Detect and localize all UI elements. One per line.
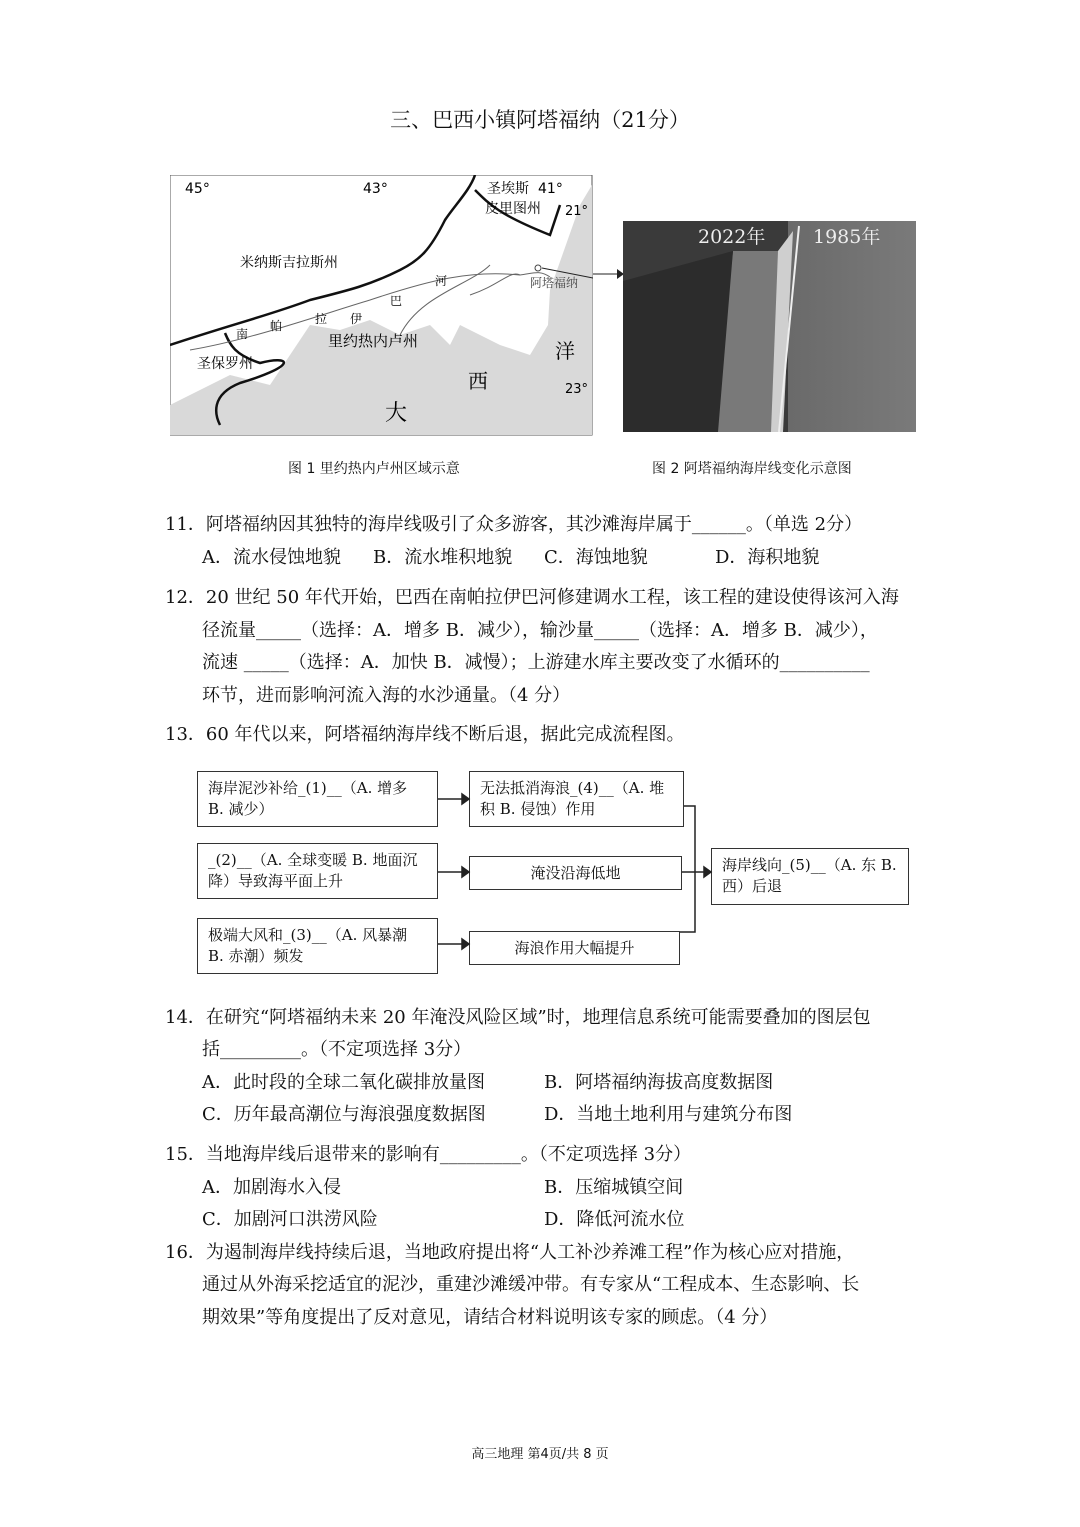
state-label: 里约热内卢州 — [328, 332, 419, 350]
question-12: 12．20 世纪 50 年代开始，巴西在南帕拉伊巴河修建调水工程，该工程的建设使得该河入海 — [165, 587, 899, 608]
q14-option-c: C．历年最高潮位与海浪强度数据图 — [202, 1104, 486, 1125]
q14-option-d: D．当地土地利用与建筑分布图 — [544, 1104, 793, 1125]
river-label: 帕 — [270, 319, 283, 333]
figure1-caption: 图 1 里约热内卢州区域示意 — [288, 461, 460, 477]
result-box: 海岸线向_(5)__（A. 东 B. 西）后退 — [711, 848, 909, 905]
river-label: 河 — [435, 274, 448, 288]
effect-box-2: 淹没沿海低地 — [469, 856, 682, 890]
question-12-line: 径流量_____（选择：A．增多 B．减少），输沙量_____（选择：A．增多 B．减少）， — [202, 620, 878, 641]
lat-23-label: 23° — [565, 382, 589, 397]
ocean-label: 洋 — [555, 339, 575, 363]
figure1-map — [170, 175, 593, 436]
town-label: 阿塔福纳 — [530, 276, 579, 290]
question-12-line: 环节，进而影响河流入海的水沙通量。（4 分） — [202, 685, 571, 706]
cause-box-3: 极端大风和_(3)__（A. 风暴潮 B. 赤潮）频发 — [197, 918, 438, 974]
question-16-line: 通过从外海采挖适宜的泥沙，重建沙滩缓冲带。有专家从“工程成本、生态影响、长 — [202, 1274, 860, 1295]
arrow-icon — [593, 268, 625, 280]
q14-option-b: B．阿塔福纳海拔高度数据图 — [544, 1072, 774, 1093]
q15-option-c: C．加剧河口洪涝风险 — [202, 1209, 378, 1230]
river-label: 拉 — [315, 312, 328, 326]
question-13: 13．60 年代以来，阿塔福纳海岸线不断后退，据此完成流程图。 — [165, 724, 685, 745]
q15-option-a: A．加剧海水入侵 — [202, 1177, 341, 1198]
ocean-label: 大 — [385, 401, 408, 426]
state-label: 圣埃斯 — [487, 181, 529, 197]
lon-45-label: 45° — [185, 181, 210, 197]
q11-option-a: A．流水侵蚀地貌 — [202, 547, 341, 568]
river-label: 巴 — [390, 294, 403, 308]
effect-box-1: 无法抵消海浪_(4)__（A. 堆积 B. 侵蚀）作用 — [469, 771, 684, 827]
effect-box-3: 海浪作用大幅提升 — [469, 931, 680, 965]
state-label: 圣保罗州 — [197, 356, 253, 372]
cause-box-1: 海岸泥沙补给_(1)__（A. 增多 B. 减少） — [197, 771, 438, 827]
question-12-line: 流速 _____（选择：A．加快 B．减慢）；上游建水库主要改变了水循环的__________ — [202, 652, 870, 673]
q11-option-b: B．流水堆积地貌 — [373, 547, 513, 568]
question-11: 11．阿塔福纳因其独特的海岸线吸引了众多游客，其沙滩海岸属于______。（单选 2分） — [165, 514, 863, 535]
year-1985-label: 1985年 — [813, 226, 881, 248]
question-14-line: 括_________。（不定项选择 3分） — [202, 1039, 472, 1060]
page-footer: 高三地理 第4页/共 8 页 — [471, 1447, 609, 1462]
q11-option-d: D．海积地貌 — [715, 547, 820, 568]
state-label: 米纳斯吉拉斯州 — [240, 255, 338, 271]
figure2-satellite-image — [623, 221, 916, 432]
q15-option-d: D．降低河流水位 — [544, 1209, 685, 1230]
river-label: 南 — [236, 327, 249, 341]
river-label: 伊 — [350, 312, 363, 326]
question-16: 16．为遏制海岸线持续后退，当地政府提出将“人工补沙养滩工程”作为核心应对措施， — [165, 1242, 855, 1263]
question-15: 15．当地海岸线后退带来的影响有_________。（不定项选择 3分） — [165, 1144, 692, 1165]
lon-41-label: 41° — [538, 181, 563, 197]
year-2022-label: 2022年 — [698, 226, 766, 248]
ocean-label: 西 — [468, 369, 488, 393]
q15-option-b: B．压缩城镇空间 — [544, 1177, 684, 1198]
lon-43-label: 43° — [363, 181, 388, 197]
question-16-line: 期效果”等角度提出了反对意见，请结合材料说明该专家的顾虑。（4 分） — [202, 1307, 778, 1328]
section-title: 三、巴西小镇阿塔福纳（21分） — [390, 108, 690, 132]
q14-option-a: A．此时段的全球二氧化碳排放量图 — [202, 1072, 485, 1093]
figure2-caption: 图 2 阿塔福纳海岸线变化示意图 — [652, 461, 852, 477]
lat-21-label: 21° — [565, 204, 589, 219]
q11-option-c: C．海蚀地貌 — [544, 547, 648, 568]
state-label: 皮里图州 — [485, 201, 541, 217]
question-14: 14．在研究“阿塔福纳未来 20 年淹没风险区域”时，地理信息系统可能需要叠加的图层包 — [165, 1007, 871, 1028]
cause-box-2: _(2)__（A. 全球变暖 B. 地面沉降）导致海平面上升 — [197, 843, 438, 899]
flowchart-arrows — [438, 770, 713, 970]
